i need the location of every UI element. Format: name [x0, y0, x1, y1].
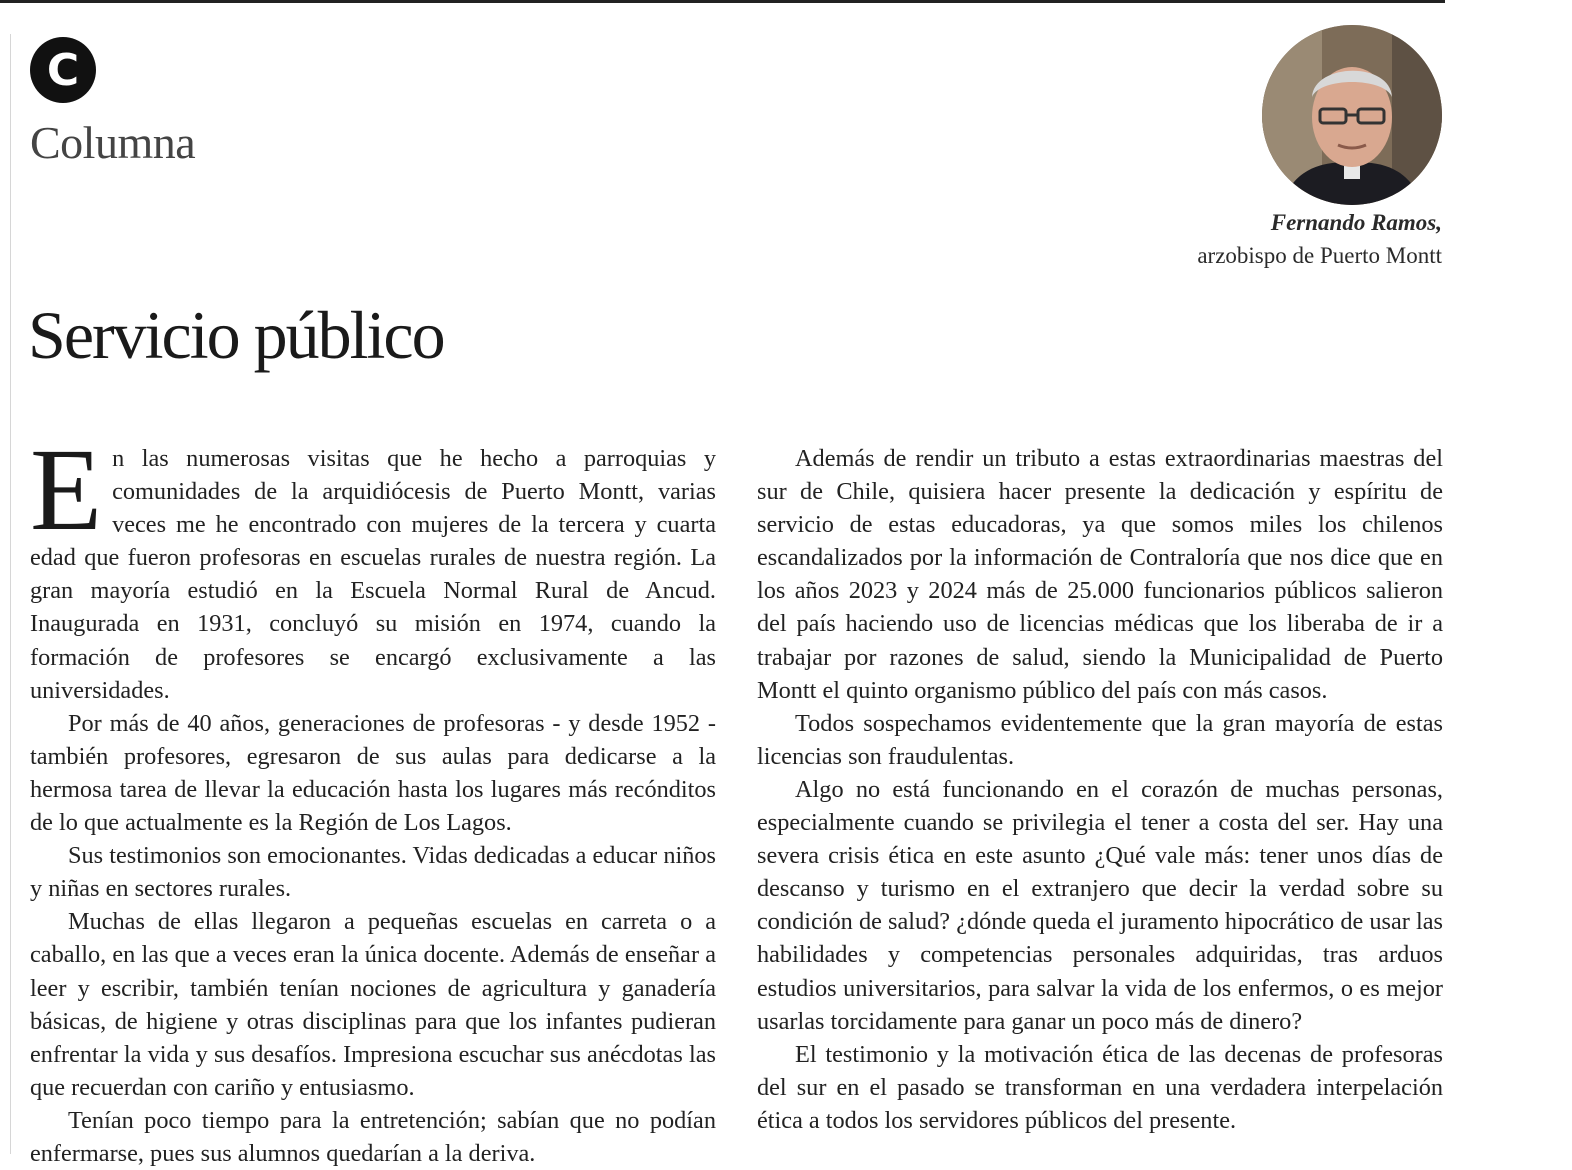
- author-portrait-illustration: [1262, 25, 1442, 205]
- section-badge-letter: C: [46, 44, 80, 96]
- first-paragraph-text: n las numerosas visitas que he hecho a parroquias y comunidades de la arquidiócesis de Puerto Montt, varias veces me he encontrado con mujeres de la tercera y cuarta edad que fueron profesoras en escuelas rurales de nuestra región. La gran mayoría estudió en la Escuela Normal Rural de Ancud. Inaugurada en 1931, concluyó su misión en 1974, cuando la formación de profesores se encargó exclusivamente a las universidades.: [30, 445, 716, 704]
- article-paragraph: Sus testimonios son emocionantes. Vidas dedicadas a educar niños y niñas en sectores rurales.: [30, 842, 716, 903]
- author-photo: [1262, 25, 1442, 205]
- article-paragraph: Muchas de ellas llegaron a pequeñas escuelas en carreta o a caballo, en las que a veces eran la única docente. Además de enseñar a leer y escribir, también tenían nociones de agricultura y ganadería básicas, de higiene y otras disciplinas para que los infantes pudieran enfrentar la vida y sus desafíos. Impresiona escuchar sus anécdotas las que recuerdan con cariño y entusiasmo.: [30, 908, 716, 1101]
- article-column-left: [30, 424, 716, 1170]
- section-label: Columna: [30, 117, 196, 168]
- article-paragraph: [30, 424, 716, 707]
- section-badge: [30, 37, 96, 103]
- author-name: Fernando Ramos,: [1270, 210, 1442, 235]
- left-rule: [10, 34, 11, 1154]
- author-role: arzobispo de Puerto Montt: [1197, 243, 1442, 268]
- article-column-right: [757, 442, 1443, 1137]
- article-headline: Servicio público: [28, 297, 444, 373]
- drop-cap: E: [30, 424, 103, 555]
- article-paragraph: El testimonio y la motivación ética de las decenas de profesoras del sur en el pasado se transforman en una verdadera interpelación ética a todos los servidores públicos del presente.: [757, 1040, 1443, 1134]
- top-rule: [0, 0, 1445, 3]
- article-paragraph: Algo no está funcionando en el corazón de muchas personas, especialmente cuando se privilegia el tener a costa del ser. Hay una severa crisis ética en este asunto ¿Qué vale más: tener unos días de descanso y turismo en el extranjero que decir la verdad sobre su condición de salud? ¿dónde queda el juramento hipocrático de usar las habilidades y competencias personales adquiridas, tras arduos estudios universitarios, para salvar la vida de los enfermos, o es mejor usarlas torcidamente para ganar un poco más de dinero?: [757, 775, 1443, 1035]
- article-paragraph: Todos sospechamos evidentemente que la gran mayoría de estas licencias son fraudulentas.: [757, 709, 1443, 770]
- article-paragraph: Por más de 40 años, generaciones de profesoras - y desde 1952 - también profesores, egresaron de sus aulas para dedicarse a la hermosa tarea de llevar la educación hasta los lugares más recónditos de lo que actualmente es la Región de Los Lagos.: [30, 709, 716, 837]
- article-paragraph: Tenían poco tiempo para la entretención; sabían que no podían enfermarse, pues sus alumnos quedarían a la deriva.: [30, 1106, 716, 1167]
- article-paragraph: Además de rendir un tributo a estas extraordinarias maestras del sur de Chile, quisiera hacer presente la dedicación y espíritu de servicio de estas educadoras, ya que somos miles los chilenos escandalizados por la información de Contraloría que nos dice que en los años 2023 y 2024 más de 25.000 funcionarios públicos salieron del país haciendo uso de licencias médicas que los liberaba de ir a trabajar por razones de salud, siendo la Municipalidad de Puerto Montt el quinto organismo público del país con más casos.: [757, 445, 1443, 704]
